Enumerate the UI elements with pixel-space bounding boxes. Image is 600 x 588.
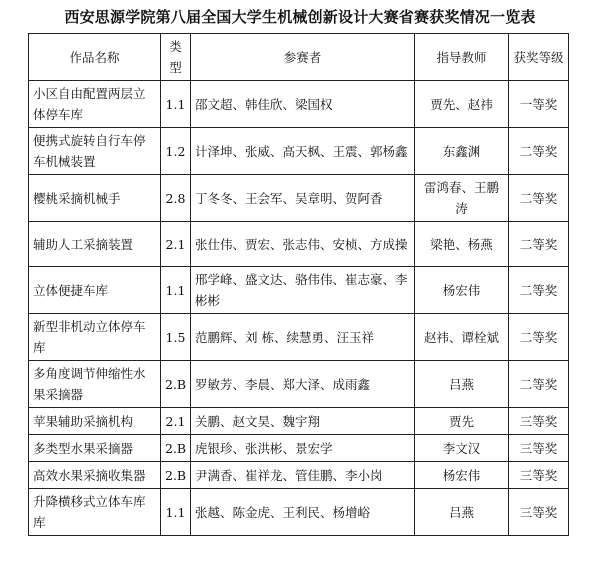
cell-award: 三等奖 xyxy=(509,462,569,489)
cell-type: 2.1 xyxy=(161,222,191,267)
table-row xyxy=(29,435,569,462)
cell-advisor: 吕燕 xyxy=(415,361,509,408)
cell-type: 2.B xyxy=(161,462,191,489)
cell-participants: 邵文超、韩佳欣、梁国权 xyxy=(191,81,415,128)
table-row xyxy=(29,175,569,222)
table-row xyxy=(29,361,569,408)
cell-advisor: 李文汉 xyxy=(415,435,509,462)
table-header-row xyxy=(29,34,569,81)
cell-advisor: 杨宏伟 xyxy=(415,462,509,489)
cell-name: 苹果辅助采摘机构 xyxy=(29,408,161,435)
cell-type: 1.2 xyxy=(161,128,191,175)
table-row xyxy=(29,222,569,267)
header-type: 类型 xyxy=(161,34,191,81)
cell-name: 多类型水果采摘器 xyxy=(29,435,161,462)
cell-name: 小区自由配置两层立体停车库 xyxy=(29,81,161,128)
cell-name: 樱桃采摘机械手 xyxy=(29,175,161,222)
cell-award: 三等奖 xyxy=(509,435,569,462)
cell-participants: 张越、陈金虎、王利民、杨增峪 xyxy=(191,489,415,536)
cell-award: 三等奖 xyxy=(509,489,569,536)
table-row xyxy=(29,128,569,175)
cell-type: 2.1 xyxy=(161,408,191,435)
cell-advisor: 雷鸿春、王鹏涛 xyxy=(415,175,509,222)
cell-award: 二等奖 xyxy=(509,267,569,314)
cell-name: 立体便捷车库 xyxy=(29,267,161,314)
header-advisor: 指导教师 xyxy=(415,34,509,81)
cell-participants: 范鹏辉、刘 栋、续慧勇、汪玉祥 xyxy=(191,314,415,361)
cell-award: 一等奖 xyxy=(509,81,569,128)
cell-advisor: 吕燕 xyxy=(415,489,509,536)
cell-participants: 尹满香、崔祥龙、管佳鹏、李小岗 xyxy=(191,462,415,489)
cell-name: 新型非机动立体停车库 xyxy=(29,314,161,361)
table-row xyxy=(29,462,569,489)
cell-advisor: 东鑫渊 xyxy=(415,128,509,175)
header-award: 获奖等级 xyxy=(509,34,569,81)
cell-award: 三等奖 xyxy=(509,408,569,435)
cell-type: 2.B xyxy=(161,361,191,408)
table-row xyxy=(29,81,569,128)
cell-award: 二等奖 xyxy=(509,128,569,175)
cell-type: 1.1 xyxy=(161,81,191,128)
table-row xyxy=(29,408,569,435)
cell-advisor: 梁艳、杨燕 xyxy=(415,222,509,267)
table-row xyxy=(29,489,569,536)
cell-type: 1.1 xyxy=(161,489,191,536)
cell-type: 2.8 xyxy=(161,175,191,222)
cell-name: 高效水果采摘收集器 xyxy=(29,462,161,489)
cell-name: 辅助人工采摘装置 xyxy=(29,222,161,267)
awards-table xyxy=(28,33,569,536)
cell-advisor: 杨宏伟 xyxy=(415,267,509,314)
cell-award: 二等奖 xyxy=(509,361,569,408)
header-participants: 参赛者 xyxy=(191,34,415,81)
cell-participants: 虎银珍、张洪彬、景宏学 xyxy=(191,435,415,462)
table-row xyxy=(29,314,569,361)
cell-advisor: 贾先 xyxy=(415,408,509,435)
cell-name: 升降横移式立体车库库 xyxy=(29,489,161,536)
cell-type: 2.B xyxy=(161,435,191,462)
cell-participants: 邢学峰、盛文达、骆伟伟、崔志豪、李彬彬 xyxy=(191,267,415,314)
cell-participants: 张仕伟、贾宏、张志伟、安桢、方成操 xyxy=(191,222,415,267)
cell-award: 二等奖 xyxy=(509,314,569,361)
document-title: 西安思源学院第八届全国大学生机械创新设计大赛省赛获奖情况一览表 xyxy=(64,8,536,26)
cell-name: 多角度调节伸缩性水果采摘器 xyxy=(29,361,161,408)
header-name: 作品名称 xyxy=(29,34,161,81)
cell-participants: 计泽坤、张威、高天枫、王震、郭杨鑫 xyxy=(191,128,415,175)
cell-participants: 罗敏芳、李晨、郑大泽、成雨鑫 xyxy=(191,361,415,408)
cell-advisor: 贾先、赵祎 xyxy=(415,81,509,128)
cell-type: 1.5 xyxy=(161,314,191,361)
cell-award: 二等奖 xyxy=(509,175,569,222)
cell-participants: 丁冬冬、王会军、吴章明、贺阿香 xyxy=(191,175,415,222)
cell-type: 1.1 xyxy=(161,267,191,314)
table-row xyxy=(29,267,569,314)
cell-participants: 关鹏、赵文昊、魏宇翔 xyxy=(191,408,415,435)
cell-award: 二等奖 xyxy=(509,222,569,267)
cell-advisor: 赵祎、谭栓斌 xyxy=(415,314,509,361)
cell-name: 便携式旋转自行车停车机械装置 xyxy=(29,128,161,175)
